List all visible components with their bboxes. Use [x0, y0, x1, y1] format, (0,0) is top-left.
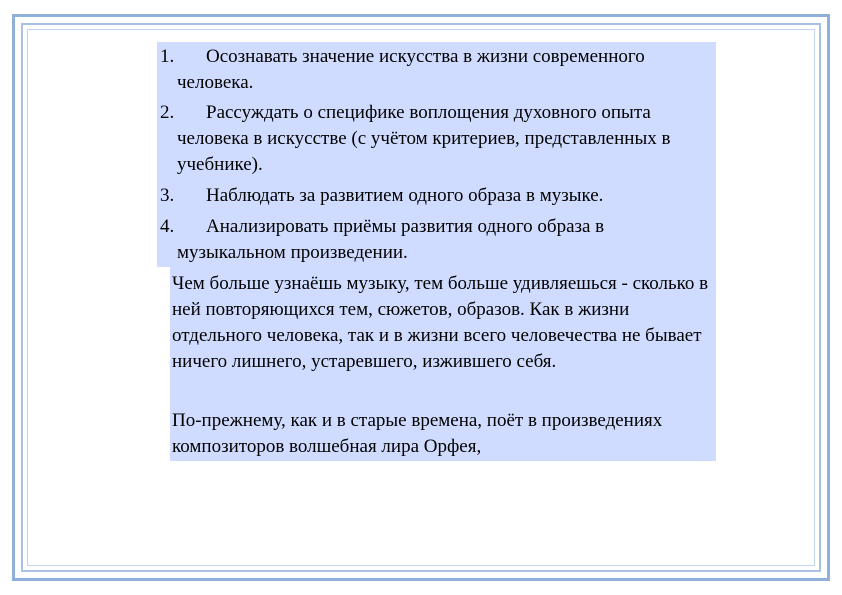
list-item: [157, 100, 716, 178]
list-item-number: 1.: [160, 46, 175, 67]
list-item-number: 4.: [160, 216, 175, 237]
list-item-number: 2.: [160, 102, 175, 123]
list-item: [157, 44, 716, 96]
list-item: [157, 214, 716, 266]
paragraph: По-прежнему, как и в старые времена, поёт в произведениях композиторов волшебная лира Орфея,: [172, 410, 663, 457]
list-item-text: Анализировать приёмы развития одного образа в музыкальном произведении.: [177, 216, 605, 263]
list-item-number: 3.: [160, 185, 175, 206]
text-block: [170, 266, 716, 461]
list-item-text: Наблюдать за развитием одного образа в музыке.: [206, 185, 604, 206]
list-item-text: Рассуждать о специфике воплощения духовного опыта человека в искусстве (с учётом критериев, представленных в учебнике).: [177, 102, 671, 175]
list-item: [157, 183, 716, 209]
objectives-list: [157, 42, 716, 267]
list-item-text: Осознавать значение искусства в жизни современного человека.: [177, 46, 645, 93]
paragraph: Чем больше узнаёшь музыку, тем больше удивляешься - сколько в ней повторяющихся тем, сюжетов, образов. Как в жизни отдельного человека, так и в жизни всего человечества не бывает ничего лишнего, устаревшего, изжившего себя.: [172, 273, 709, 372]
